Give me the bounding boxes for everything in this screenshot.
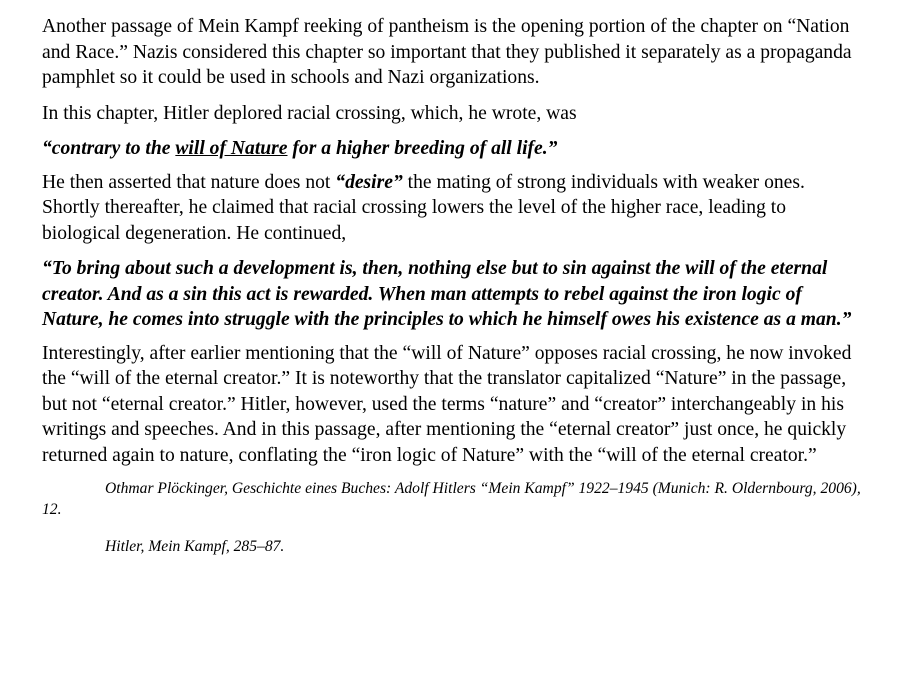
quote-eternal-creator: “To bring about such a development is, then, nothing else but to sin against the will of the eternal creator. And as a sin this act is rewarded. When man attempts to rebel against the iron logic of Nature, he comes into struggle with the principles to which he himself owes his existence as a man.”: [42, 258, 852, 330]
emphasized-word: “desire”: [335, 171, 403, 193]
paragraph-part-after: the mating of strong individuals with weaker ones. Shortly thereafter, he claimed that racial crossing lowers the level of the higher race, leading to biological degeneration. He continued,: [42, 171, 805, 244]
paragraph-part-before: He then asserted that nature does not: [42, 171, 336, 193]
paragraph-racial-crossing: In this chapter, Hitler deplored racial crossing, which, he wrote, was: [42, 102, 577, 124]
paragraph-nature-desire: [42, 170, 866, 247]
paragraph-analysis: Interestingly, after earlier mentioning that the “will of Nature” opposes racial crossing, he now invoked the “will of the eternal creator.” It is noteworthy that the translator capitalized “Nature” in the passage, but not “eternal creator.” Hitler, however, used the terms “nature” and “creator” interchangeably in his writings and speeches. And in this passage, after mentioning the “eternal creator” just once, he quickly returned again to nature, conflating the “iron logic of Nature” with the “will of the eternal creator.”: [42, 342, 852, 466]
footnote-plockinger: Othmar Plöckinger, Geschichte eines Buches: Adolf Hitlers “Mein Kampf” 1922–1945 (Munich: R. Oldernbourg, 2006), 12.: [42, 480, 861, 518]
quote-will-of-nature: [42, 136, 866, 162]
quote-underlined-phrase: will of Nature: [175, 138, 288, 159]
footnote-mein-kampf: Hitler, Mein Kampf, 285–87.: [105, 538, 285, 555]
quote-part-before: “contrary to the: [42, 138, 176, 159]
quote-part-after: for a higher breeding of all life.”: [287, 138, 558, 159]
paragraph-intro: Another passage of Mein Kampf reeking of pantheism is the opening portion of the chapter on “Nation and Race.” Nazis considered this chapter so important that they published it separately as a propaganda pamphlet so it could be used in schools and Nazi organizations.: [42, 16, 852, 88]
